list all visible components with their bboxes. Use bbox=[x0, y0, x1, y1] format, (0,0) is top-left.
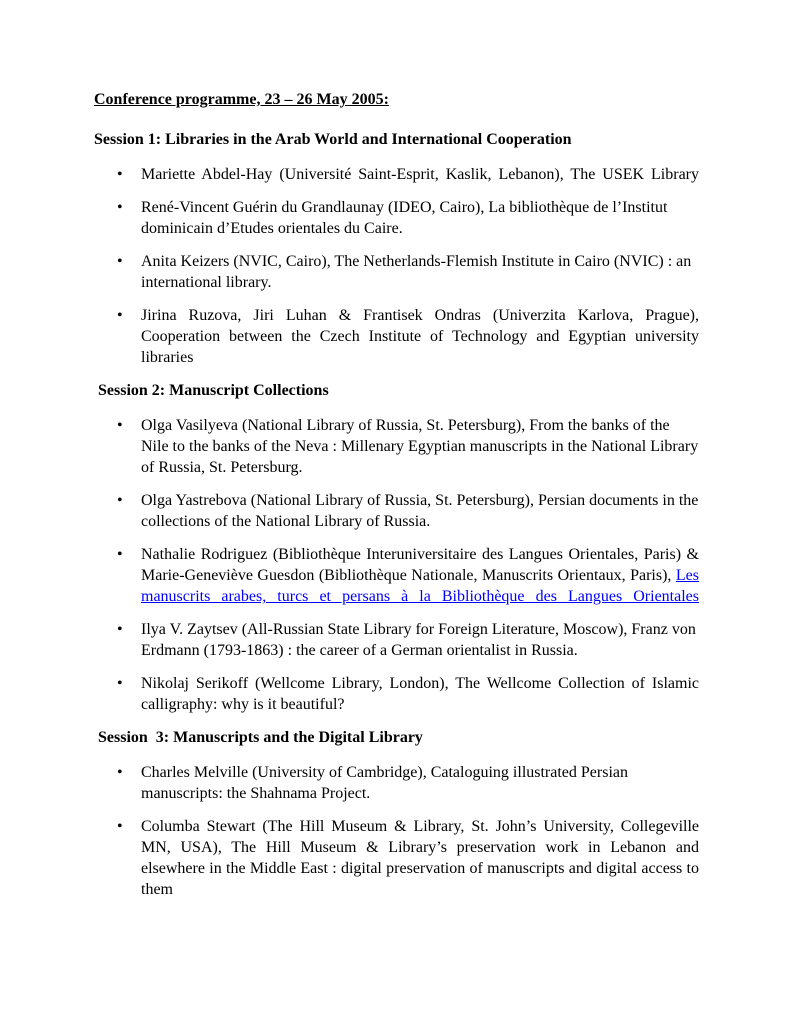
list-item-jirina-ruzova bbox=[94, 305, 699, 368]
manuscrits-arabes-link[interactable]: Les manuscrits arabes, turcs et persans à la Bibliothèque des Langues Orientales bbox=[141, 567, 699, 605]
bullet-icon: • bbox=[117, 818, 123, 835]
list-item-olga-yastrebova bbox=[94, 490, 699, 532]
list-item-text: Mariette Abdel-Hay (Université Saint-Esprit, Kaslik, Lebanon), The USEK Library bbox=[141, 166, 699, 183]
list-item-text: Nikolaj Serikoff (Wellcome Library, London), The Wellcome Collection of Islamic calligraphy: why is it beautiful? bbox=[141, 675, 699, 713]
list-item-text: Anita Keizers (NVIC, Cairo), The Netherlands-Flemish Institute in Cairo (NVIC) : an international library. bbox=[141, 253, 692, 291]
bullet-icon: • bbox=[117, 253, 123, 270]
session-3 bbox=[94, 727, 699, 900]
list-item-anita-keizers bbox=[94, 251, 699, 293]
bullet-icon: • bbox=[117, 307, 123, 324]
list-item-text: Olga Vasilyeva (National Library of Russia, St. Petersburg), From the banks of the Nile to the banks of the Neva : Millenary Egyptian manuscripts in the National Library of Russia, St. Petersburg. bbox=[141, 417, 699, 476]
session-2-heading: Session 2: Manuscript Collections bbox=[94, 382, 329, 399]
list-item-olga-vasilyeva bbox=[94, 415, 699, 478]
document-title: Conference programme, 23 – 26 May 2005: bbox=[94, 91, 389, 108]
bullet-icon: • bbox=[117, 417, 123, 434]
list-item-text: René-Vincent Guérin du Grandlaunay (IDEO, Cairo), La bibliothèque de l’Institut dominicain d’Etudes orientales du Caire. bbox=[141, 199, 668, 237]
list-item-nikolaj-serikoff bbox=[94, 673, 699, 715]
bullet-icon: • bbox=[117, 199, 123, 216]
session-1 bbox=[94, 129, 699, 368]
bullet-icon: • bbox=[117, 492, 123, 509]
list-item-text: Ilya V. Zaytsev (All-Russian State Library for Foreign Literature, Moscow), Franz von Erdmann (1793-1863) : the career of a German orientalist in Russia. bbox=[141, 621, 696, 659]
bullet-icon: • bbox=[117, 546, 123, 563]
list-item-columba-stewart bbox=[94, 816, 699, 900]
list-item-text-prefix: Nathalie Rodriguez (Bibliothèque Interuniversitaire des Langues Orientales, Paris) & Marie-Geneviève Guesdon (Bibliothèque Nationale, Manuscrits Orientaux, Paris), bbox=[141, 546, 699, 584]
list-item-ilya-zaytsev bbox=[94, 619, 699, 661]
list-item-rene-vincent-guerin bbox=[94, 197, 699, 239]
session-1-heading: Session 1: Libraries in the Arab World and International Cooperation bbox=[94, 131, 572, 148]
list-item-text: Columba Stewart (The Hill Museum & Library, St. John’s University, Collegeville MN, USA), The Hill Museum & Library’s preservation work in Lebanon and elsewhere in the Middle East : digital preservation of manuscripts and digital access to them bbox=[141, 818, 699, 898]
list-item-text bbox=[141, 546, 699, 605]
bullet-icon: • bbox=[117, 621, 123, 638]
bullet-icon: • bbox=[117, 764, 123, 781]
list-item-nathalie-rodriguez bbox=[94, 544, 699, 607]
list-item-text: Olga Yastrebova (National Library of Russia, St. Petersburg), Persian documents in the collections of the National Library of Russia. bbox=[141, 492, 699, 530]
bullet-icon: • bbox=[117, 675, 123, 692]
list-item-charles-melville bbox=[94, 762, 699, 804]
list-item-text: Jirina Ruzova, Jiri Luhan & Frantisek Ondras (Univerzita Karlova, Prague), Cooperation between the Czech Institute of Technology and Egyptian university libraries bbox=[141, 307, 699, 366]
session-3-heading: Session 3: Manuscripts and the Digital Library bbox=[94, 729, 423, 746]
bullet-icon: • bbox=[117, 166, 123, 183]
list-item-text: Charles Melville (University of Cambridge), Cataloguing illustrated Persian manuscripts: the Shahnama Project. bbox=[141, 764, 629, 802]
session-2 bbox=[94, 380, 699, 715]
list-item-mariette-abdel-hay bbox=[94, 164, 699, 185]
